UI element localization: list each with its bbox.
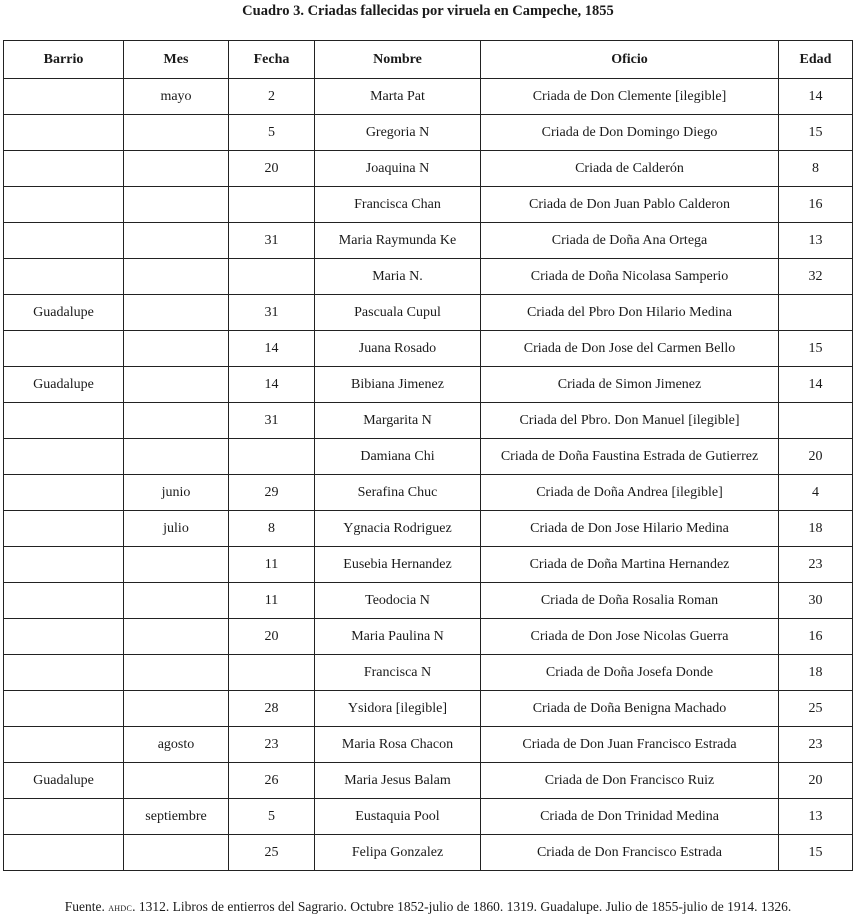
table-row — [4, 79, 853, 115]
cell-oficio: Criada de Doña Benigna Machado — [481, 691, 779, 727]
table-row — [4, 439, 853, 475]
cell-nombre: Maria N. — [315, 259, 481, 295]
cell-mes: septiembre — [124, 799, 229, 835]
cell-oficio: Criada de Don Jose Nicolas Guerra — [481, 619, 779, 655]
cell-edad: 15 — [779, 115, 853, 151]
table-row — [4, 115, 853, 151]
cell-fecha: 14 — [229, 331, 315, 367]
cell-oficio: Criada de Don Juan Pablo Calderon — [481, 187, 779, 223]
cell-nombre: Juana Rosado — [315, 331, 481, 367]
cell-edad: 20 — [779, 763, 853, 799]
cell-nombre: Eustaquia Pool — [315, 799, 481, 835]
cell-barrio — [4, 691, 124, 727]
cell-barrio — [4, 655, 124, 691]
cell-barrio: Guadalupe — [4, 763, 124, 799]
cell-oficio: Criada de Don Trinidad Medina — [481, 799, 779, 835]
cell-nombre: Teodocia N — [315, 583, 481, 619]
cell-edad: 4 — [779, 475, 853, 511]
column-header-edad: Edad — [779, 41, 853, 79]
table-row — [4, 655, 853, 691]
cell-edad: 32 — [779, 259, 853, 295]
table-row — [4, 475, 853, 511]
cell-oficio: Criada de Don Juan Francisco Estrada — [481, 727, 779, 763]
cell-edad: 15 — [779, 835, 853, 871]
cell-mes: junio — [124, 475, 229, 511]
cell-fecha: 25 — [229, 835, 315, 871]
cell-edad: 14 — [779, 79, 853, 115]
table-row — [4, 619, 853, 655]
table-row — [4, 403, 853, 439]
cell-oficio: Criada de Doña Martina Hernandez — [481, 547, 779, 583]
cell-nombre: Maria Raymunda Ke — [315, 223, 481, 259]
cell-edad: 18 — [779, 511, 853, 547]
table-row — [4, 187, 853, 223]
cell-mes — [124, 151, 229, 187]
cell-edad — [779, 295, 853, 331]
table-header-row — [4, 41, 853, 79]
cell-nombre: Gregoria N — [315, 115, 481, 151]
cell-barrio — [4, 475, 124, 511]
cell-fecha: 11 — [229, 547, 315, 583]
cell-edad: 20 — [779, 439, 853, 475]
cell-fecha: 26 — [229, 763, 315, 799]
cell-barrio — [4, 403, 124, 439]
cell-barrio — [4, 331, 124, 367]
table-row — [4, 547, 853, 583]
table-row — [4, 367, 853, 403]
cell-edad: 16 — [779, 187, 853, 223]
cell-barrio — [4, 259, 124, 295]
footnote-text: . 1312. Libros de entierros del Sagrario. Octubre 1852-julio de 1860. 1319. Guadalupe. Julio de 1855-julio de 1914. 1326. — [132, 899, 792, 914]
cell-barrio — [4, 115, 124, 151]
table-row — [4, 727, 853, 763]
cell-oficio: Criada de Don Clemente [ilegible] — [481, 79, 779, 115]
table-row — [4, 835, 853, 871]
cell-fecha: 23 — [229, 727, 315, 763]
cell-oficio: Criada de Doña Rosalia Roman — [481, 583, 779, 619]
cell-oficio: Criada de Doña Andrea [ilegible] — [481, 475, 779, 511]
cell-edad: 25 — [779, 691, 853, 727]
cell-mes — [124, 835, 229, 871]
data-table — [3, 40, 853, 871]
cell-edad: 8 — [779, 151, 853, 187]
cell-mes — [124, 367, 229, 403]
table-row — [4, 151, 853, 187]
cell-edad: 18 — [779, 655, 853, 691]
cell-barrio — [4, 439, 124, 475]
cell-fecha: 11 — [229, 583, 315, 619]
cell-barrio — [4, 799, 124, 835]
table-row — [4, 583, 853, 619]
cell-fecha: 29 — [229, 475, 315, 511]
cell-edad: 14 — [779, 367, 853, 403]
cell-fecha: 28 — [229, 691, 315, 727]
cell-mes — [124, 331, 229, 367]
column-header-nombre: Nombre — [315, 41, 481, 79]
cell-fecha — [229, 439, 315, 475]
cell-mes: agosto — [124, 727, 229, 763]
cell-nombre: Pascuala Cupul — [315, 295, 481, 331]
cell-mes — [124, 547, 229, 583]
cell-nombre: Marta Pat — [315, 79, 481, 115]
cell-oficio: Criada de Don Jose Hilario Medina — [481, 511, 779, 547]
cell-barrio — [4, 619, 124, 655]
column-header-barrio: Barrio — [4, 41, 124, 79]
cell-fecha: 20 — [229, 619, 315, 655]
cell-nombre: Ysidora [ilegible] — [315, 691, 481, 727]
column-header-oficio: Oficio — [481, 41, 779, 79]
cell-fecha: 14 — [229, 367, 315, 403]
cell-oficio: Criada de Don Domingo Diego — [481, 115, 779, 151]
cell-barrio — [4, 223, 124, 259]
cell-fecha — [229, 187, 315, 223]
cell-fecha: 5 — [229, 799, 315, 835]
table-row — [4, 511, 853, 547]
cell-barrio — [4, 547, 124, 583]
cell-fecha: 2 — [229, 79, 315, 115]
table-row — [4, 763, 853, 799]
cell-fecha: 31 — [229, 295, 315, 331]
footnote-prefix: Fuente. — [64, 899, 105, 914]
table-body — [4, 79, 853, 871]
cell-oficio: Criada de Doña Faustina Estrada de Gutierrez — [481, 439, 779, 475]
table-row — [4, 691, 853, 727]
cell-edad: 13 — [779, 223, 853, 259]
cell-edad: 15 — [779, 331, 853, 367]
column-header-mes: Mes — [124, 41, 229, 79]
cell-oficio: Criada de Don Francisco Ruiz — [481, 763, 779, 799]
cell-nombre: Bibiana Jimenez — [315, 367, 481, 403]
cell-nombre: Eusebia Hernandez — [315, 547, 481, 583]
cell-barrio — [4, 583, 124, 619]
column-header-fecha: Fecha — [229, 41, 315, 79]
cell-nombre: Francisca N — [315, 655, 481, 691]
cell-mes — [124, 763, 229, 799]
table-row — [4, 259, 853, 295]
cell-barrio: Guadalupe — [4, 367, 124, 403]
cell-oficio: Criada de Don Jose del Carmen Bello — [481, 331, 779, 367]
cell-oficio: Criada de Simon Jimenez — [481, 367, 779, 403]
cell-edad: 23 — [779, 727, 853, 763]
table-row — [4, 799, 853, 835]
cell-oficio: Criada del Pbro Don Hilario Medina — [481, 295, 779, 331]
cell-edad: 23 — [779, 547, 853, 583]
cell-nombre: Felipa Gonzalez — [315, 835, 481, 871]
cell-oficio: Criada de Doña Ana Ortega — [481, 223, 779, 259]
cell-mes — [124, 403, 229, 439]
cell-nombre: Francisca Chan — [315, 187, 481, 223]
cell-mes — [124, 115, 229, 151]
cell-mes — [124, 619, 229, 655]
cell-barrio — [4, 511, 124, 547]
cell-mes — [124, 583, 229, 619]
cell-barrio — [4, 835, 124, 871]
cell-mes: julio — [124, 511, 229, 547]
cell-fecha: 31 — [229, 223, 315, 259]
cell-mes: mayo — [124, 79, 229, 115]
cell-nombre: Maria Paulina N — [315, 619, 481, 655]
cell-nombre: Margarita N — [315, 403, 481, 439]
cell-barrio — [4, 79, 124, 115]
cell-mes — [124, 691, 229, 727]
cell-edad: 30 — [779, 583, 853, 619]
table-title: Cuadro 3. Criadas fallecidas por viruela en Campeche, 1855 — [242, 3, 614, 19]
cell-edad: 16 — [779, 619, 853, 655]
cell-mes — [124, 655, 229, 691]
cell-edad — [779, 403, 853, 439]
cell-mes — [124, 259, 229, 295]
cell-fecha: 8 — [229, 511, 315, 547]
cell-barrio: Guadalupe — [4, 295, 124, 331]
cell-fecha — [229, 259, 315, 295]
source-footnote — [0, 898, 856, 916]
cell-fecha: 31 — [229, 403, 315, 439]
footnote-archive: ahdc — [108, 900, 133, 914]
table-row — [4, 223, 853, 259]
cell-edad: 13 — [779, 799, 853, 835]
cell-nombre: Joaquina N — [315, 151, 481, 187]
cell-barrio — [4, 727, 124, 763]
cell-barrio — [4, 187, 124, 223]
cell-oficio: Criada de Don Francisco Estrada — [481, 835, 779, 871]
cell-nombre: Serafina Chuc — [315, 475, 481, 511]
table-row — [4, 331, 853, 367]
cell-mes — [124, 223, 229, 259]
cell-oficio: Criada del Pbro. Don Manuel [ilegible] — [481, 403, 779, 439]
cell-nombre: Ygnacia Rodriguez — [315, 511, 481, 547]
cell-oficio: Criada de Doña Nicolasa Samperio — [481, 259, 779, 295]
cell-oficio: Criada de Doña Josefa Donde — [481, 655, 779, 691]
cell-fecha — [229, 655, 315, 691]
cell-nombre: Damiana Chi — [315, 439, 481, 475]
cell-fecha: 20 — [229, 151, 315, 187]
cell-mes — [124, 187, 229, 223]
cell-nombre: Maria Jesus Balam — [315, 763, 481, 799]
cell-mes — [124, 295, 229, 331]
table-row — [4, 295, 853, 331]
cell-nombre: Maria Rosa Chacon — [315, 727, 481, 763]
cell-oficio: Criada de Calderón — [481, 151, 779, 187]
cell-barrio — [4, 151, 124, 187]
cell-fecha: 5 — [229, 115, 315, 151]
cell-mes — [124, 439, 229, 475]
